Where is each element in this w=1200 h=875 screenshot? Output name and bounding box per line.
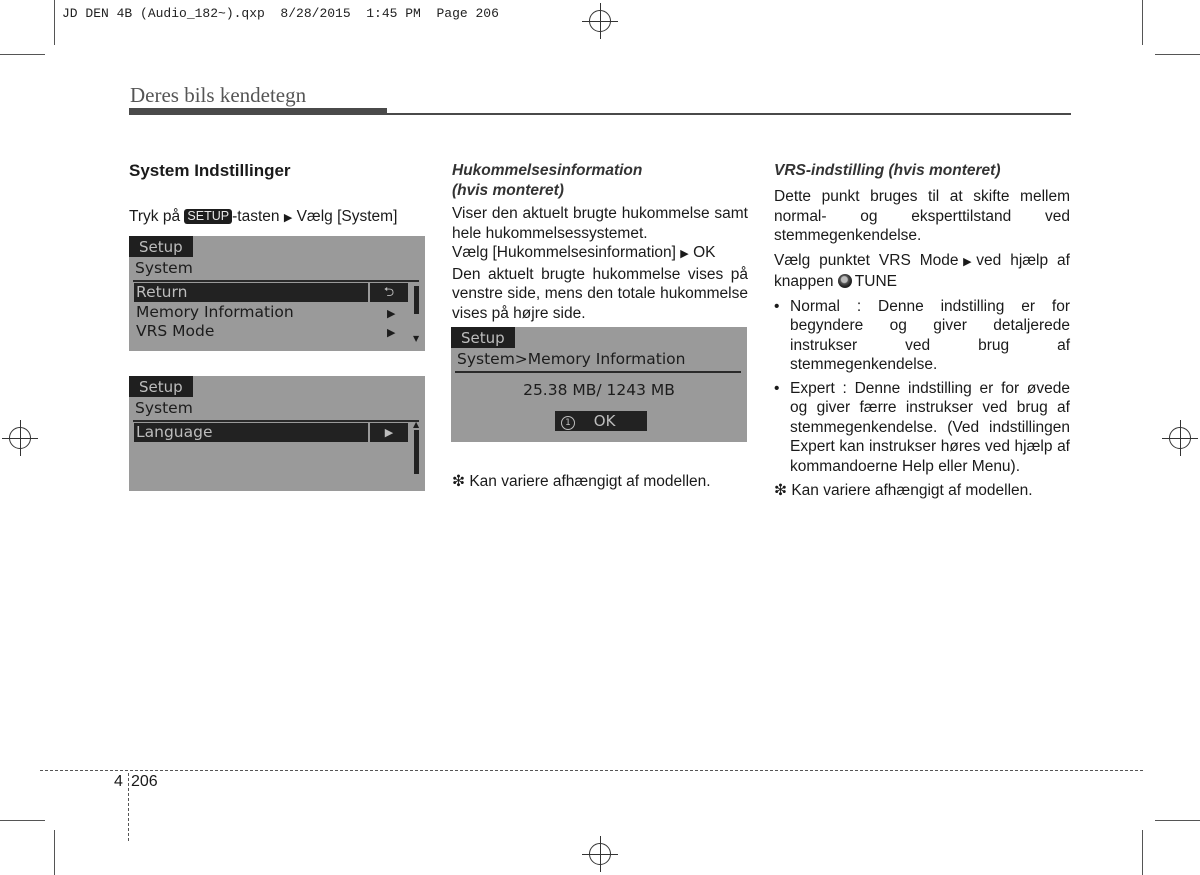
print-header: JD DEN 4B (Audio_182~).qxp 8/28/2015 1:45 PM Page 206 (62, 6, 499, 21)
screen-tab: Setup (129, 376, 193, 397)
crop-mark (0, 54, 45, 55)
arrow-right-icon: ▶ (958, 255, 977, 268)
setup-key-icon: SETUP (184, 209, 232, 224)
scrollbar (414, 430, 419, 474)
lcd-screen-system (129, 236, 425, 351)
col2-paragraph: Viser den aktuelt brugte hukommelse samt hele hukommelsessystemet. (452, 205, 748, 242)
chevron-right-icon: ▶ (387, 307, 396, 320)
registration-mark (582, 3, 618, 39)
col3-body (774, 187, 1070, 506)
section-title: Deres bils kendetegn (130, 83, 307, 107)
bullet-icon: • (774, 379, 780, 397)
col3-paragraph: Dette punkt bruges til at skifte mellem normal- og eksperttilstand ved stemmegenkendelse. (774, 188, 1070, 244)
scroll-up-icon: ▲ (413, 420, 420, 429)
screen-tab: Setup (451, 327, 515, 348)
crop-mark (1142, 830, 1143, 875)
col3-heading: VRS-indstilling (hvis monteret) (774, 162, 1001, 179)
col2-heading: Hukommelsesinformation (hvis monteret) (452, 162, 643, 199)
title-rule-thin (387, 113, 1071, 115)
memory-value: 25.38 MB/ 1243 MB (523, 381, 675, 399)
crop-mark (54, 0, 55, 45)
screen-tab: Setup (129, 236, 193, 257)
menu-item-vrs-mode: VRS Mode (136, 322, 215, 340)
col1-heading: System Indstillinger (129, 161, 291, 180)
scrollbar (414, 286, 419, 314)
registration-mark (582, 836, 618, 872)
crop-mark (0, 820, 45, 821)
col2-body (452, 204, 748, 323)
col1-instruction: Tryk på SETUP -tasten ▶ Vælg [System] (129, 208, 398, 225)
registration-mark (1162, 420, 1198, 456)
screen-title: System>Memory Information (457, 350, 686, 368)
registration-mark (2, 420, 38, 456)
screen-divider (455, 371, 741, 373)
page-number: 206 (131, 773, 158, 790)
tune-knob-icon (838, 274, 852, 288)
scroll-down-icon: ▼ (413, 334, 420, 343)
crop-mark (1155, 54, 1200, 55)
lcd-screen-memory (451, 327, 747, 442)
ok-button (555, 411, 647, 431)
col2-paragraph: Vælg [Hukommelsesinformation] ▶ OK (452, 244, 716, 261)
menu-item-language: Language (134, 423, 368, 442)
note-asterisk-icon: ❇ (774, 482, 787, 499)
crop-mark (54, 830, 55, 875)
screen-title: System (135, 399, 193, 417)
crop-mark (1155, 820, 1200, 821)
footer-dashed-line (40, 770, 1143, 771)
col2-paragraph: Den aktuelt brugte hukommelse vises på venstre side, mens den totale hukommelse vises på højre side. (452, 265, 748, 322)
col3-paragraph: Vælg punktet VRS Mode▶ved hjælp af knappen TUNE (774, 251, 1070, 290)
menu-item-return: Return (134, 283, 368, 302)
title-rule-thick (129, 108, 387, 115)
arrow-right-icon: ▶ (283, 212, 293, 224)
screen-divider (133, 280, 419, 282)
col2-note: ❇ Kan variere afhængigt af modellen. (452, 473, 711, 490)
arrow-right-icon: ▶ (680, 248, 689, 260)
bullet-icon: • (774, 297, 780, 315)
list-item: • Expert : Denne indstilling er for øvede og giver færre instrukser ved brug af stemmegenkendelse. (Ved indstillingen Expert kan instrukser høres ved hjælp af kommandoerne Help eller Menu). (774, 379, 1070, 475)
menu-item-memory-information: Memory Information (136, 303, 294, 321)
screen-title: System (135, 259, 193, 277)
ok-number-icon: 1 (561, 416, 575, 430)
chapter-number: 4 (114, 773, 123, 790)
return-icon: ⮌ (370, 283, 408, 302)
col3-note: ❇ Kan variere afhængigt af modellen. (774, 482, 1033, 499)
chevron-right-icon: ▶ (387, 326, 396, 339)
crop-mark (1142, 0, 1143, 45)
note-asterisk-icon: ❇ (452, 473, 465, 490)
ok-label: OK (593, 412, 616, 430)
chevron-right-icon: ▶ (370, 423, 408, 442)
lcd-screen-language (129, 376, 425, 491)
screen-divider (133, 420, 419, 422)
footer-vertical-dashed (128, 773, 129, 841)
list-item: • Normal : Denne indstilling er for begyndere og giver detaljerede instrukser ved brug af stemmegenkendelse. (774, 297, 1070, 373)
